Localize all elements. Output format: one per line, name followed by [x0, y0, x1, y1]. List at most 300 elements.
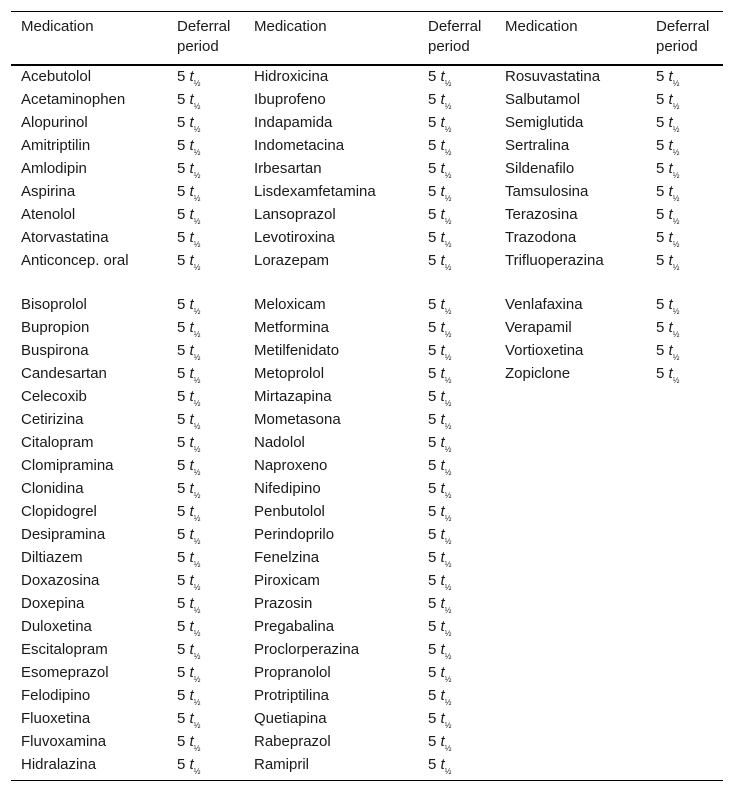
deferral-prefix: 5	[428, 480, 441, 497]
medication-name: Fluvoxamina	[21, 733, 107, 750]
deferral-prefix: 5	[177, 206, 190, 223]
deferral-prefix: 5	[428, 319, 441, 336]
deferral-value	[177, 640, 200, 662]
medication-name: Amitriptilin	[21, 137, 91, 154]
deferral-value	[177, 617, 200, 639]
deferral-prefix: 5	[177, 710, 190, 727]
half-life-symbol: t	[189, 641, 194, 658]
half-life-symbol: t	[440, 183, 445, 200]
half-life-symbol: t	[440, 457, 445, 474]
medication-name: Bupropion	[21, 319, 90, 336]
deferral-prefix: 5	[177, 549, 190, 566]
deferral-prefix: 5	[177, 411, 190, 428]
deferral-value	[177, 228, 200, 250]
medication-name: Felodipino	[21, 687, 91, 704]
deferral-value	[656, 182, 679, 204]
half-fraction: ½	[444, 307, 452, 316]
half-life-symbol: t	[189, 710, 194, 727]
medication-name: Duloxetina	[21, 618, 92, 635]
medication-name: Acebutolol	[21, 68, 92, 85]
deferral-prefix: 5	[177, 756, 190, 773]
half-fraction: ½	[193, 491, 201, 500]
half-life-symbol: t	[189, 434, 194, 451]
half-fraction: ½	[444, 537, 452, 546]
half-life-symbol: t	[440, 91, 445, 108]
deferral-value	[177, 67, 200, 89]
half-life-symbol: t	[440, 641, 445, 658]
deferral-value	[656, 67, 679, 89]
header-medication-1: Medication	[21, 18, 94, 35]
deferral-prefix: 5	[177, 229, 190, 246]
deferral-value	[428, 617, 451, 639]
deferral-prefix: 5	[177, 618, 190, 635]
medication-name: Metformina	[254, 319, 330, 336]
half-life-symbol: t	[668, 252, 673, 269]
medication-name: Terazosina	[505, 206, 578, 223]
half-fraction: ½	[444, 399, 452, 408]
medication-name: Mometasona	[254, 411, 341, 428]
half-fraction: ½	[193, 744, 201, 753]
half-fraction: ½	[444, 629, 452, 638]
deferral-value	[177, 663, 200, 685]
deferral-prefix: 5	[428, 457, 441, 474]
half-fraction: ½	[193, 537, 201, 546]
medication-name: Irbesartan	[254, 160, 322, 177]
half-fraction: ½	[193, 125, 201, 134]
deferral-prefix: 5	[428, 296, 441, 313]
half-life-symbol: t	[189, 206, 194, 223]
deferral-value	[177, 136, 200, 158]
medication-name: Atorvastatina	[21, 229, 109, 246]
half-fraction: ½	[444, 606, 452, 615]
half-fraction: ½	[444, 194, 452, 203]
half-life-symbol: t	[668, 206, 673, 223]
half-life-symbol: t	[440, 388, 445, 405]
deferral-value	[428, 159, 451, 181]
deferral-prefix: 5	[177, 503, 190, 520]
half-fraction: ½	[672, 330, 680, 339]
deferral-prefix: 5	[656, 365, 669, 382]
medication-name: Clomipramina	[21, 457, 114, 474]
half-fraction: ½	[193, 721, 201, 730]
deferral-prefix: 5	[177, 68, 190, 85]
half-life-symbol: t	[189, 595, 194, 612]
half-life-symbol: t	[440, 68, 445, 85]
deferral-prefix: 5	[177, 365, 190, 382]
deferral-value	[428, 205, 451, 227]
medication-name: Hidralazina	[21, 756, 97, 773]
deferral-prefix: 5	[428, 549, 441, 566]
deferral-value	[428, 686, 451, 708]
medication-name: Mirtazapina	[254, 388, 332, 405]
deferral-value	[177, 548, 200, 570]
half-life-symbol: t	[189, 480, 194, 497]
deferral-value	[428, 525, 451, 547]
medication-name: Sertralina	[505, 137, 570, 154]
deferral-prefix: 5	[428, 411, 441, 428]
half-life-symbol: t	[668, 160, 673, 177]
deferral-prefix: 5	[177, 733, 190, 750]
deferral-prefix: 5	[428, 206, 441, 223]
deferral-prefix: 5	[428, 526, 441, 543]
deferral-value	[428, 709, 451, 731]
half-fraction: ½	[672, 194, 680, 203]
half-fraction: ½	[444, 102, 452, 111]
half-life-symbol: t	[189, 503, 194, 520]
header-deferral-1: Deferral period	[177, 18, 231, 55]
deferral-value	[177, 410, 200, 432]
medication-name: Pregabalina	[254, 618, 335, 635]
half-life-symbol: t	[668, 137, 673, 154]
deferral-prefix: 5	[656, 296, 669, 313]
deferral-value	[177, 295, 200, 317]
half-fraction: ½	[193, 675, 201, 684]
half-life-symbol: t	[440, 549, 445, 566]
half-life-symbol: t	[440, 114, 445, 131]
medication-name: Propranolol	[254, 664, 331, 681]
medication-name: Rabeprazol	[254, 733, 331, 750]
half-life-symbol: t	[440, 503, 445, 520]
half-fraction: ½	[444, 445, 452, 454]
half-life-symbol: t	[440, 160, 445, 177]
deferral-value	[177, 525, 200, 547]
table-header-rule	[11, 64, 723, 66]
medication-name: Amlodipin	[21, 160, 87, 177]
half-life-symbol: t	[668, 183, 673, 200]
medication-name: Alopurinol	[21, 114, 88, 131]
half-life-symbol: t	[189, 733, 194, 750]
medication-name: Semiglutida	[505, 114, 584, 131]
half-fraction: ½	[444, 560, 452, 569]
half-life-symbol: t	[440, 618, 445, 635]
half-fraction: ½	[444, 263, 452, 272]
half-fraction: ½	[193, 79, 201, 88]
deferral-value	[428, 228, 451, 250]
deferral-prefix: 5	[428, 756, 441, 773]
header-medication-2: Medication	[254, 18, 327, 35]
half-life-symbol: t	[440, 687, 445, 704]
half-fraction: ½	[193, 263, 201, 272]
half-life-symbol: t	[189, 91, 194, 108]
deferral-value	[656, 90, 679, 112]
half-fraction: ½	[672, 376, 680, 385]
medication-name: Quetiapina	[254, 710, 327, 727]
half-fraction: ½	[444, 583, 452, 592]
half-fraction: ½	[672, 79, 680, 88]
half-fraction: ½	[193, 422, 201, 431]
half-fraction: ½	[193, 240, 201, 249]
deferral-value	[177, 479, 200, 501]
half-fraction: ½	[672, 102, 680, 111]
half-fraction: ½	[444, 376, 452, 385]
half-fraction: ½	[193, 217, 201, 226]
deferral-value	[656, 251, 679, 273]
deferral-value	[177, 755, 200, 777]
half-fraction: ½	[672, 217, 680, 226]
deferral-prefix: 5	[177, 457, 190, 474]
medication-name: Ramipril	[254, 756, 310, 773]
table-bottom-rule	[11, 780, 723, 781]
deferral-prefix: 5	[177, 572, 190, 589]
deferral-value	[656, 205, 679, 227]
deferral-prefix: 5	[428, 252, 441, 269]
deferral-value	[428, 502, 451, 524]
deferral-prefix: 5	[177, 664, 190, 681]
half-life-symbol: t	[189, 229, 194, 246]
medication-name: Acetaminophen	[21, 91, 126, 108]
deferral-value	[656, 228, 679, 250]
deferral-prefix: 5	[428, 342, 441, 359]
deferral-prefix: 5	[656, 160, 669, 177]
half-fraction: ½	[444, 79, 452, 88]
deferral-value	[177, 433, 200, 455]
medication-name: Esomeprazol	[21, 664, 109, 681]
deferral-value	[177, 709, 200, 731]
deferral-value	[428, 663, 451, 685]
deferral-prefix: 5	[177, 183, 190, 200]
half-life-symbol: t	[189, 388, 194, 405]
deferral-prefix: 5	[177, 160, 190, 177]
medication-name: Lorazepam	[254, 252, 330, 269]
deferral-value	[428, 387, 451, 409]
deferral-value	[177, 571, 200, 593]
deferral-prefix: 5	[656, 342, 669, 359]
half-fraction: ½	[672, 171, 680, 180]
half-life-symbol: t	[440, 137, 445, 154]
deferral-prefix: 5	[428, 710, 441, 727]
deferral-prefix: 5	[177, 388, 190, 405]
half-life-symbol: t	[189, 618, 194, 635]
deferral-prefix: 5	[428, 229, 441, 246]
half-life-symbol: t	[440, 365, 445, 382]
deferral-prefix: 5	[428, 664, 441, 681]
deferral-prefix: 5	[177, 252, 190, 269]
deferral-prefix: 5	[656, 252, 669, 269]
medication-name: Anticoncep. oral	[21, 252, 129, 269]
deferral-value	[177, 594, 200, 616]
half-fraction: ½	[444, 514, 452, 523]
half-fraction: ½	[193, 767, 201, 776]
medication-name: Venlafaxina	[505, 296, 583, 313]
deferral-prefix: 5	[428, 572, 441, 589]
medication-name: Doxepina	[21, 595, 85, 612]
deferral-prefix: 5	[428, 388, 441, 405]
medication-name: Clonidina	[21, 480, 84, 497]
half-life-symbol: t	[668, 342, 673, 359]
half-life-symbol: t	[189, 687, 194, 704]
half-life-symbol: t	[189, 365, 194, 382]
half-fraction: ½	[444, 491, 452, 500]
half-fraction: ½	[193, 629, 201, 638]
half-life-symbol: t	[189, 664, 194, 681]
deferral-value	[177, 732, 200, 754]
medication-name: Ibuprofeno	[254, 91, 326, 108]
medication-name: Salbutamol	[505, 91, 581, 108]
deferral-prefix: 5	[656, 91, 669, 108]
half-life-symbol: t	[189, 526, 194, 543]
deferral-prefix: 5	[177, 114, 190, 131]
deferral-value	[177, 387, 200, 409]
half-life-symbol: t	[189, 137, 194, 154]
medication-name: Vortioxetina	[505, 342, 584, 359]
half-life-symbol: t	[440, 733, 445, 750]
half-fraction: ½	[444, 171, 452, 180]
half-fraction: ½	[444, 698, 452, 707]
deferral-prefix: 5	[177, 595, 190, 612]
medication-name: Meloxicam	[254, 296, 326, 313]
half-life-symbol: t	[189, 114, 194, 131]
medication-name: Escitalopram	[21, 641, 108, 658]
half-fraction: ½	[193, 399, 201, 408]
deferral-prefix: 5	[428, 114, 441, 131]
deferral-value	[428, 182, 451, 204]
half-fraction: ½	[444, 330, 452, 339]
half-life-symbol: t	[668, 68, 673, 85]
deferral-value	[428, 341, 451, 363]
medication-name: Piroxicam	[254, 572, 320, 589]
half-fraction: ½	[193, 583, 201, 592]
deferral-value	[177, 182, 200, 204]
half-life-symbol: t	[189, 342, 194, 359]
half-fraction: ½	[193, 102, 201, 111]
deferral-prefix: 5	[428, 91, 441, 108]
deferral-prefix: 5	[428, 365, 441, 382]
medication-name: Indapamida	[254, 114, 333, 131]
half-fraction: ½	[444, 240, 452, 249]
half-fraction: ½	[444, 721, 452, 730]
medication-name: Bisoprolol	[21, 296, 87, 313]
deferral-prefix: 5	[656, 183, 669, 200]
half-fraction: ½	[193, 194, 201, 203]
medication-name: Protriptilina	[254, 687, 330, 704]
deferral-value	[428, 640, 451, 662]
medication-name: Buspirona	[21, 342, 89, 359]
half-life-symbol: t	[440, 572, 445, 589]
half-life-symbol: t	[189, 549, 194, 566]
medication-name: Desipramina	[21, 526, 106, 543]
half-life-symbol: t	[440, 526, 445, 543]
half-life-symbol: t	[189, 319, 194, 336]
half-life-symbol: t	[189, 572, 194, 589]
deferral-value	[428, 90, 451, 112]
medication-name: Indometacina	[254, 137, 345, 154]
deferral-value	[656, 318, 679, 340]
half-life-symbol: t	[668, 229, 673, 246]
deferral-value	[428, 67, 451, 89]
deferral-value	[428, 433, 451, 455]
deferral-value	[177, 456, 200, 478]
half-life-symbol: t	[189, 296, 194, 313]
deferral-value	[428, 113, 451, 135]
deferral-prefix: 5	[177, 526, 190, 543]
medication-name: Candesartan	[21, 365, 107, 382]
deferral-value	[428, 755, 451, 777]
half-fraction: ½	[444, 217, 452, 226]
deferral-prefix: 5	[177, 687, 190, 704]
deferral-prefix: 5	[428, 137, 441, 154]
medication-name: Tamsulosina	[505, 183, 589, 200]
medication-name: Penbutolol	[254, 503, 325, 520]
medication-name: Fluoxetina	[21, 710, 91, 727]
deferral-value	[428, 410, 451, 432]
half-life-symbol: t	[189, 68, 194, 85]
medication-name: Atenolol	[21, 206, 76, 223]
deferral-value	[177, 318, 200, 340]
deferral-value	[428, 571, 451, 593]
deferral-prefix: 5	[177, 480, 190, 497]
half-life-symbol: t	[440, 411, 445, 428]
deferral-prefix: 5	[428, 68, 441, 85]
medication-name: Perindoprilo	[254, 526, 335, 543]
half-life-symbol: t	[189, 411, 194, 428]
half-fraction: ½	[444, 767, 452, 776]
deferral-prefix: 5	[656, 319, 669, 336]
half-life-symbol: t	[440, 319, 445, 336]
deferral-prefix: 5	[177, 296, 190, 313]
half-life-symbol: t	[440, 342, 445, 359]
medication-name: Nadolol	[254, 434, 305, 451]
half-fraction: ½	[193, 560, 201, 569]
half-life-symbol: t	[189, 183, 194, 200]
medication-name: Clopidogrel	[21, 503, 97, 520]
medication-name: Levotiroxina	[254, 229, 335, 246]
deferral-value	[428, 594, 451, 616]
half-fraction: ½	[193, 468, 201, 477]
medication-name: Cetirizina	[21, 411, 84, 428]
deferral-prefix: 5	[656, 229, 669, 246]
deferral-value	[656, 113, 679, 135]
half-fraction: ½	[672, 263, 680, 272]
medication-name: Fenelzina	[254, 549, 320, 566]
deferral-prefix: 5	[177, 91, 190, 108]
medication-name: Trifluoperazina	[505, 252, 604, 269]
medication-name: Naproxeno	[254, 457, 328, 474]
medication-name: Lisdexamfetamina	[254, 183, 376, 200]
deferral-value	[428, 548, 451, 570]
half-life-symbol: t	[440, 296, 445, 313]
half-fraction: ½	[193, 652, 201, 661]
half-fraction: ½	[444, 148, 452, 157]
deferral-value	[656, 295, 679, 317]
half-life-symbol: t	[440, 229, 445, 246]
half-life-symbol: t	[440, 710, 445, 727]
deferral-prefix: 5	[428, 434, 441, 451]
half-life-symbol: t	[189, 160, 194, 177]
half-fraction: ½	[672, 148, 680, 157]
deferral-prefix: 5	[177, 319, 190, 336]
half-fraction: ½	[444, 125, 452, 134]
half-fraction: ½	[193, 606, 201, 615]
medication-name: Celecoxib	[21, 388, 87, 405]
medication-name: Citalopram	[21, 434, 94, 451]
half-life-symbol: t	[668, 296, 673, 313]
deferral-value	[428, 318, 451, 340]
half-life-symbol: t	[189, 756, 194, 773]
deferral-value	[428, 456, 451, 478]
half-life-symbol: t	[440, 206, 445, 223]
medication-name: Proclorperazina	[254, 641, 360, 658]
half-life-symbol: t	[668, 319, 673, 336]
table-top-rule	[11, 11, 723, 12]
deferral-value	[177, 364, 200, 386]
deferral-value	[428, 136, 451, 158]
half-life-symbol: t	[668, 114, 673, 131]
half-fraction: ½	[193, 514, 201, 523]
medication-name: Hidroxicina	[254, 68, 329, 85]
header-deferral-2: Deferral period	[428, 18, 482, 55]
half-fraction: ½	[444, 422, 452, 431]
deferral-prefix: 5	[428, 618, 441, 635]
